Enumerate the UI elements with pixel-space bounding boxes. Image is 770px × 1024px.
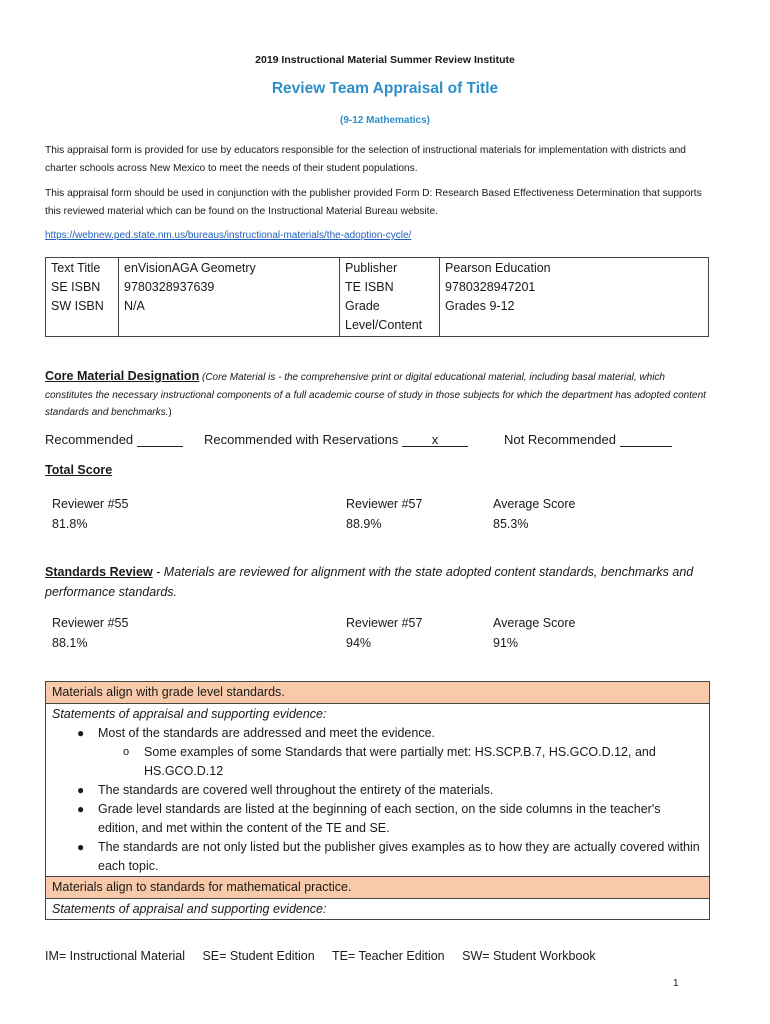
standards-heading: Standards Review	[45, 565, 153, 579]
publisher-values	[440, 258, 709, 337]
bullet-icon: ●	[77, 840, 85, 854]
std-r1-value: 88.1%	[52, 636, 88, 650]
total-reviewer-55	[52, 494, 128, 534]
adoption-cycle-link[interactable]: https://webnew.ped.state.nm.us/bureaus/instructional-materials/the-adoption-cycle/	[45, 230, 412, 241]
total-r1-label: Reviewer #55	[52, 497, 129, 511]
total-r2-label: Reviewer #57	[346, 497, 423, 511]
total-average-score	[493, 494, 575, 534]
std-avg-label: Average Score	[493, 616, 576, 630]
bullet-icon: ●	[77, 783, 85, 797]
bullet-text: The standards are covered well throughout the entirety of the materials.	[98, 783, 494, 797]
grade-label: Grade Level/Content	[345, 299, 423, 332]
standards-average-score	[493, 613, 575, 653]
list-item	[77, 724, 703, 781]
publisher-labels	[340, 258, 440, 337]
reservations-label: Recommended with Reservations	[204, 432, 399, 447]
not-recommended-blank[interactable]	[620, 432, 672, 447]
total-reviewer-57	[346, 494, 422, 534]
sw-isbn-value: N/A	[124, 299, 145, 313]
recommended-with-reservations-option	[204, 432, 468, 447]
core-material-designation	[45, 368, 710, 422]
intro-paragraph-1: This appraisal form is provided for use by educators responsible for the selection of instructional materials for implementation with districts and charter schools across New Mexico to meet the needs of their student populations.	[45, 145, 686, 174]
std-r1-label: Reviewer #55	[52, 616, 129, 630]
total-score-heading: Total Score	[45, 463, 113, 477]
page-title: Review Team Appraisal of Title	[271, 80, 499, 97]
total-avg-label: Average Score	[493, 497, 576, 511]
section-body-grade-level	[46, 704, 709, 877]
section1-intro: Statements of appraisal and supporting evidence:	[52, 707, 327, 721]
bullet-text: Grade level standards are listed at the beginning of each section, on the side columns in the teacher's edition, and met within the content of the TE and SE.	[98, 802, 661, 835]
list-item	[77, 781, 703, 800]
footer-legend	[45, 949, 610, 963]
recommended-label: Recommended	[45, 432, 134, 447]
bullet-icon: ●	[77, 802, 85, 816]
total-avg-value: 85.3%	[493, 517, 529, 531]
legend-te: TE= Teacher Edition	[331, 949, 445, 963]
recommended-blank[interactable]	[137, 432, 183, 447]
te-isbn-value: 9780328947201	[445, 280, 536, 294]
std-r2-value: 94%	[346, 636, 372, 650]
section2-intro: Statements of appraisal and supporting evidence:	[52, 902, 327, 916]
publisher-value: Pearson Education	[445, 261, 551, 275]
not-recommended-label: Not Recommended	[504, 432, 616, 447]
grade-value: Grades 9-12	[445, 299, 515, 313]
hollow-bullet-icon: o	[123, 746, 130, 758]
sw-isbn-label: SW ISBN	[51, 299, 104, 313]
text-title-label-text: Text Title	[51, 261, 101, 275]
std-r2-label: Reviewer #57	[346, 616, 423, 630]
section-body-mathematical-practice	[46, 899, 709, 919]
reservations-mark: x	[431, 432, 439, 447]
title-info-table	[45, 257, 709, 337]
bullet-text: The standards are not only listed but the publisher gives examples as to how they are actually covered within each topic.	[98, 840, 700, 873]
standards-review	[45, 562, 705, 602]
core-close-paren: )	[168, 407, 172, 418]
section-header-grade-level: Materials align with grade level standards.	[46, 682, 709, 704]
legend-sw: SW= Student Workbook	[462, 949, 596, 963]
legend-se: SE= Student Edition	[202, 949, 315, 963]
reservations-blank[interactable]	[402, 432, 468, 447]
publisher-label: Publisher	[345, 261, 398, 275]
page-number: 1	[673, 978, 679, 989]
standards-reviewer-57	[346, 613, 422, 653]
se-isbn-label: SE ISBN	[51, 280, 101, 294]
bullet-text: Most of the standards are addressed and meet the evidence.	[98, 726, 436, 740]
evidence-list	[52, 724, 703, 876]
not-recommended-option	[504, 432, 672, 447]
sub-evidence-list	[98, 743, 703, 781]
standards-reviewer-55	[52, 613, 128, 653]
core-description: (Core Material is - the comprehensive print or digital educational material, including basal material, which constitutes the necessary instructional components of a full academic course of study in those subjects for which the department has adopted content standards and benchmarks.	[45, 372, 706, 418]
intro-paragraph-2: This appraisal form should be used in conjunction with the publisher provided Form D: Research Based Effectiveness Determination that supports this reviewed material which can be found on the Instructional Material Bureau website.	[45, 188, 702, 217]
text-title-label	[46, 258, 119, 337]
legend-im: IM= Instructional Material	[45, 949, 185, 963]
recommended-option	[45, 432, 183, 447]
institute-heading: 2019 Instructional Material Summer Review Institute	[255, 54, 515, 66]
core-heading: Core Material Designation	[45, 369, 200, 383]
list-item	[123, 743, 703, 781]
list-item	[77, 838, 703, 876]
std-avg-value: 91%	[493, 636, 519, 650]
text-title-values	[119, 258, 340, 337]
list-item	[77, 800, 703, 838]
total-r2-value: 88.9%	[346, 517, 382, 531]
text-title-value: enVisionAGA Geometry	[124, 261, 256, 275]
bullet-icon: ●	[77, 726, 85, 740]
standards-description: - Materials are reviewed for alignment with the state adopted content standards, benchmarks and performance standards.	[45, 565, 694, 599]
total-r1-value: 81.8%	[52, 517, 88, 531]
sub-bullet-text: Some examples of some Standards that were partially met: HS.SCP.B.7, HS.GCO.D.12, and HS.GCO.D.12	[144, 745, 656, 778]
appraisal-table	[45, 681, 710, 920]
te-isbn-label: TE ISBN	[345, 280, 394, 294]
se-isbn-value: 9780328937639	[124, 280, 215, 294]
section-header-mathematical-practice: Materials align to standards for mathematical practice.	[46, 877, 709, 899]
page-subtitle: (9-12 Mathematics)	[339, 115, 431, 126]
